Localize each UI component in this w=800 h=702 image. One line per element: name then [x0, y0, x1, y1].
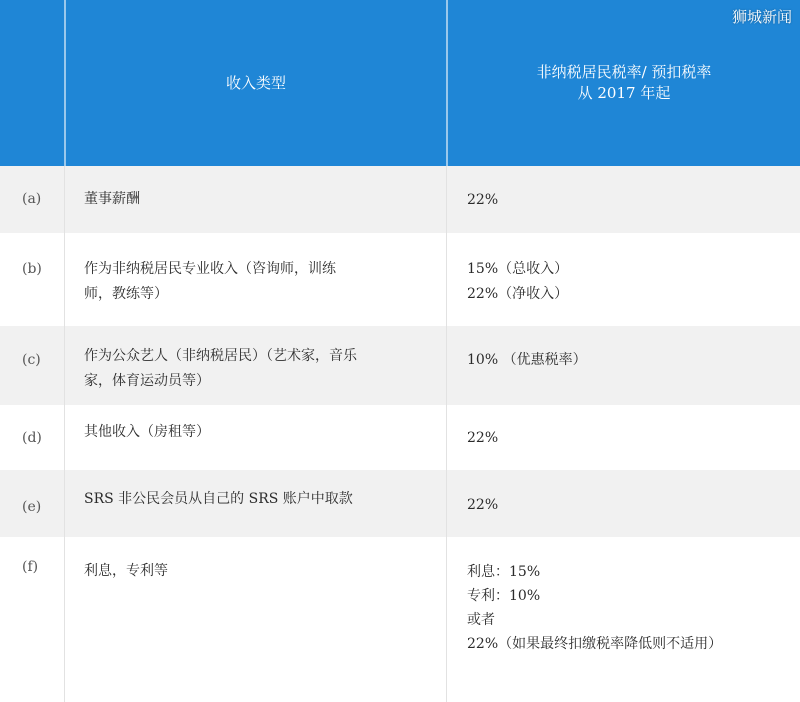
income-type-line: 家，体育运动员等） — [84, 373, 210, 389]
row-income-type — [84, 487, 434, 512]
row-tax-rate — [467, 493, 787, 518]
row-index: (e) — [22, 499, 42, 515]
row-index: (f) — [22, 559, 39, 575]
income-type-line: 董事薪酬 — [84, 191, 140, 207]
tax-rate-line: 或者 — [467, 612, 495, 628]
table-row — [0, 233, 800, 326]
header-tax-rate-line2: 从 2017 年起 — [577, 84, 671, 102]
income-type-line: 师，教练等） — [84, 286, 168, 302]
table-header — [0, 0, 800, 166]
tax-rate-line: 22% — [467, 430, 499, 446]
watermark-logo: 狮城新闻 — [731, 8, 792, 26]
income-type-line: 作为非纳税居民专业收入（咨询师，训练 — [84, 261, 336, 277]
table-row — [0, 166, 800, 233]
tax-rate-line: 15%（总收入） — [467, 261, 569, 277]
income-type-line: 利息，专利等 — [84, 563, 168, 579]
row-tax-rate — [467, 560, 787, 656]
header-index-cell — [0, 0, 64, 166]
row-index: (d) — [22, 430, 42, 446]
column-divider — [64, 166, 65, 702]
table-row — [0, 537, 800, 702]
row-index: (b) — [22, 261, 42, 277]
row-income-type — [84, 420, 434, 445]
column-divider — [446, 166, 447, 702]
income-type-line: 其他收入（房租等） — [84, 424, 210, 440]
row-tax-rate — [467, 188, 787, 213]
income-type-line: 作为公众艺人（非纳税居民）（艺术家，音乐 — [84, 348, 357, 364]
tax-rate-line: 22% — [467, 497, 499, 513]
tax-rate-line: 22%（净收入） — [467, 286, 569, 302]
tax-rate-line: 10% （优惠税率） — [467, 352, 587, 368]
tax-rate-line: 利息：15% — [467, 564, 541, 580]
tax-rate-line: 22% — [467, 192, 499, 208]
row-index: (a) — [22, 191, 42, 207]
row-tax-rate — [467, 348, 787, 373]
row-income-type — [84, 344, 434, 394]
row-income-type — [84, 187, 434, 212]
row-income-type — [84, 559, 434, 584]
income-type-line: SRS 非公民会员从自己的 SRS 账户中取款 — [84, 491, 353, 507]
header-income-type: 收入类型 — [225, 73, 286, 92]
row-tax-rate — [467, 257, 787, 307]
row-tax-rate — [467, 426, 787, 451]
table-row — [0, 326, 800, 405]
row-income-type — [84, 257, 434, 307]
header-tax-rate-line1: 非纳税居民税率/ 预扣税率 — [536, 63, 712, 81]
tax-rate-line: 专利：10% — [467, 588, 541, 604]
row-index: (c) — [22, 352, 41, 368]
tax-rate-line: 22%（如果最终扣缴税率降低则不适用） — [467, 636, 723, 652]
table-row — [0, 470, 800, 537]
table-row — [0, 405, 800, 470]
